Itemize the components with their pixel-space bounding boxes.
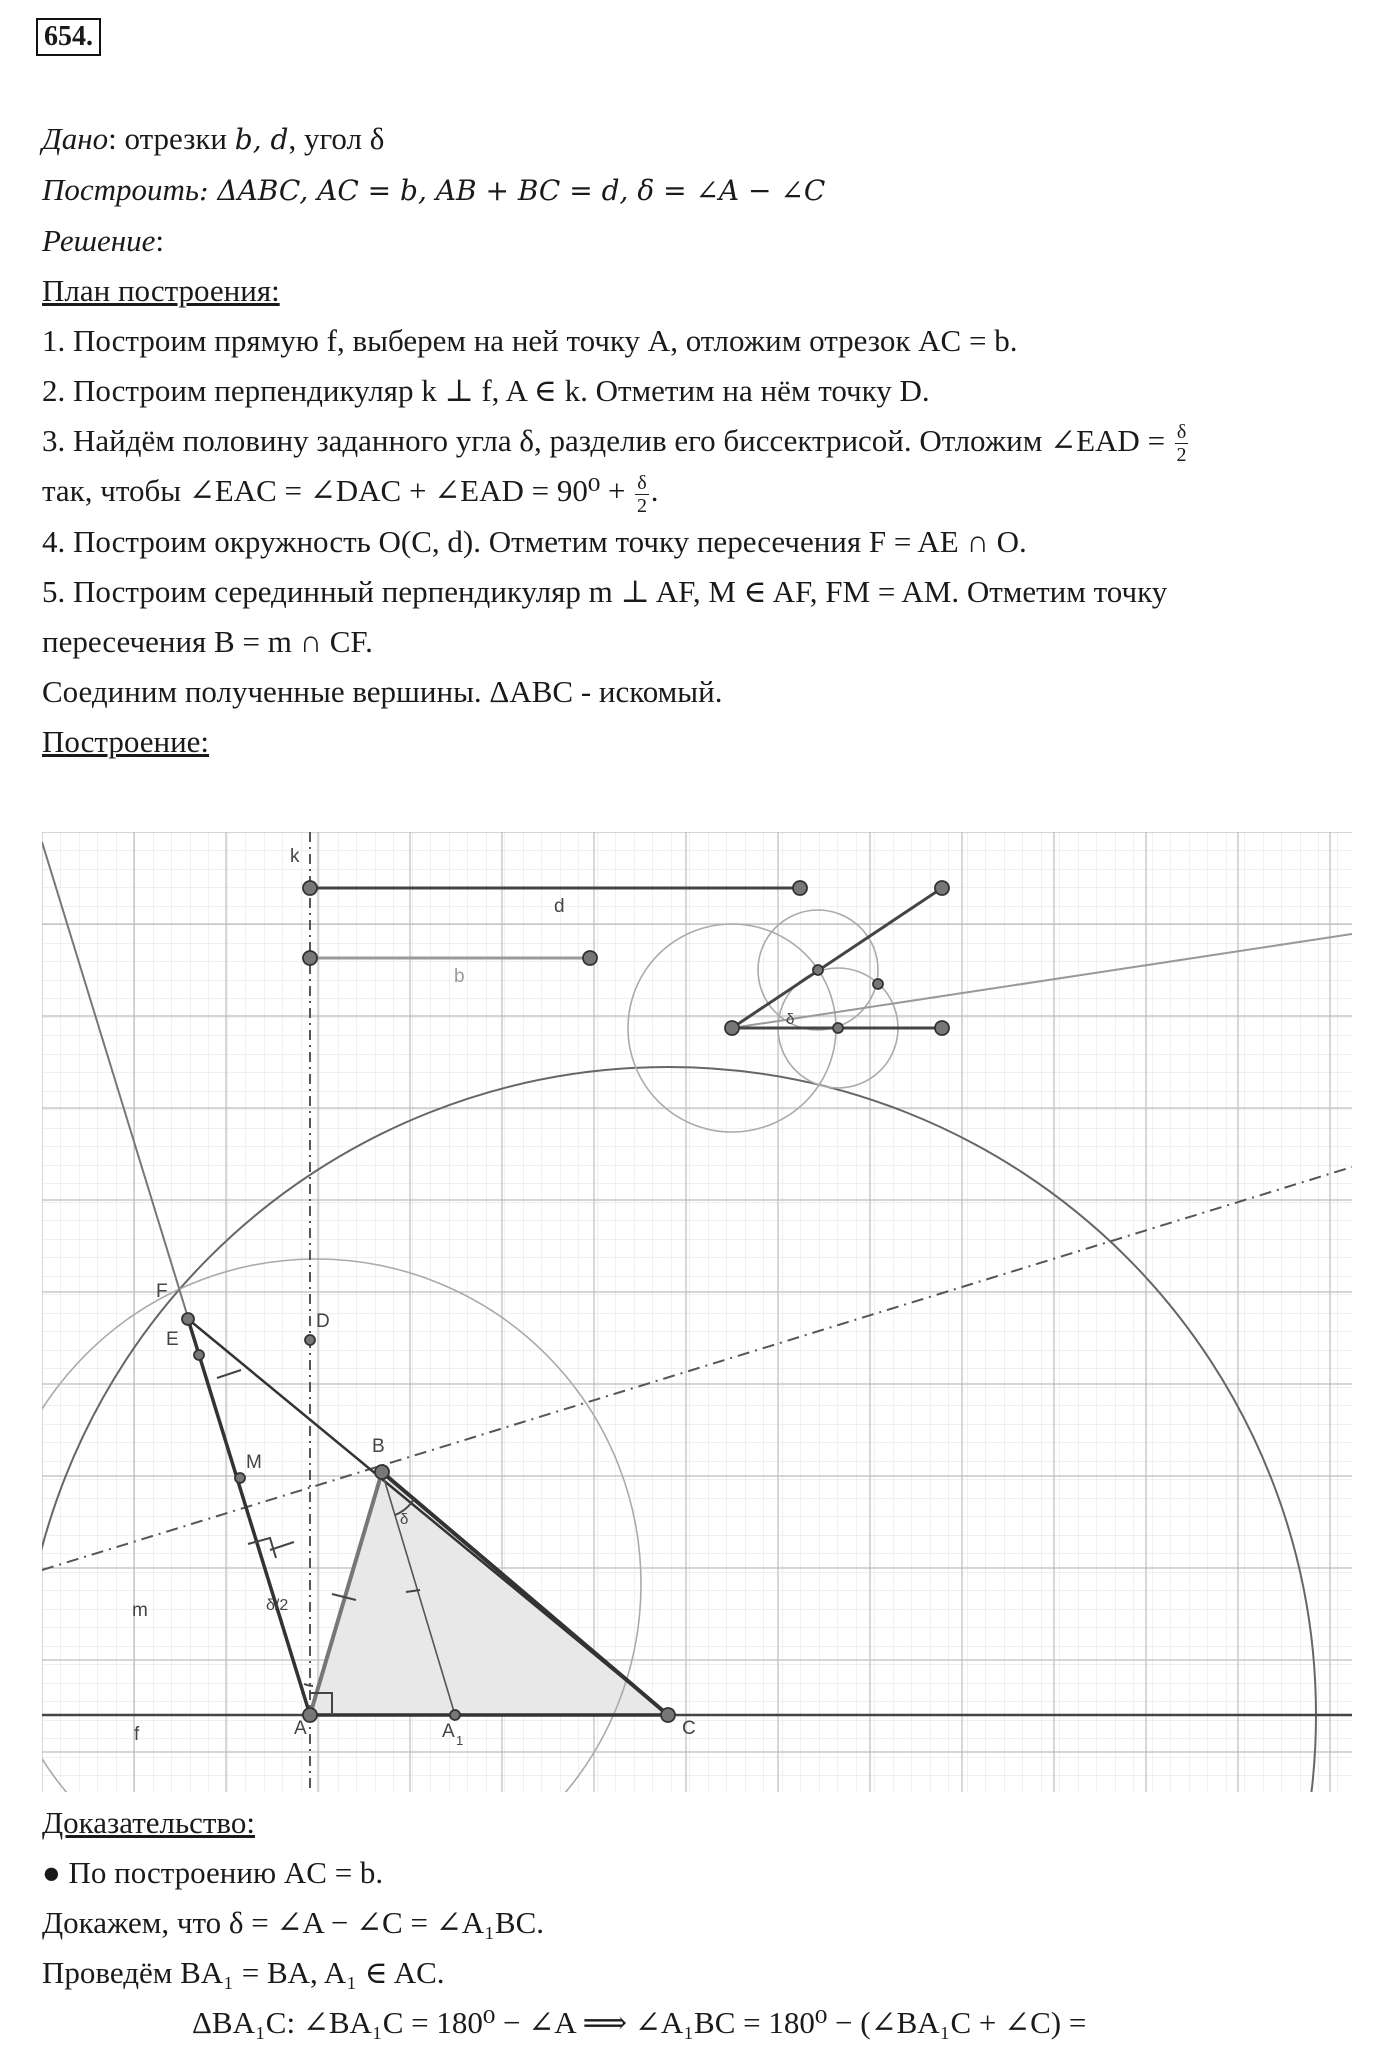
solution-label: Решение	[42, 223, 156, 258]
point-f	[182, 1313, 194, 1325]
label-m-point: M	[246, 1452, 262, 1473]
given-math: b, d	[234, 123, 289, 156]
construction-heading: Построение:	[42, 723, 210, 759]
label-d: d	[554, 896, 565, 917]
join-line: Соединим полученные вершины. ΔABC - искомый.	[42, 673, 723, 709]
plan-step-3b: так, чтобы ∠EAC = ∠DAC + ∠EAD = 90⁰ + $\frac{\delta}{2}$ .	[42, 471, 659, 517]
point-delta-vertex	[725, 1021, 739, 1035]
label-k: k	[290, 846, 300, 867]
point-a1	[450, 1710, 460, 1720]
plan-step-5a: 5. Построим серединный перпендикуляр m ⊥ AF, M ∈ AF, FM = AM. Отметим точку	[42, 573, 1168, 609]
label-a: A	[294, 1718, 307, 1739]
plan-step-1: 1. Построим прямую f, выберем на ней точку A, отложим отрезок AC = b.	[42, 323, 1018, 358]
point-d-start	[303, 881, 317, 895]
label-delta-half: δ/2	[266, 1597, 289, 1614]
step3-text-a: 3. Найдём половину заданного угла δ, разделив его биссектрисой. Отложим ∠EAD =	[42, 423, 1166, 458]
label-c: C	[682, 1718, 696, 1739]
proof-line-4: ΔBA₁C: ∠BA₁C = 180⁰ − ∠A ⟹ ∠A₁BC = 180⁰ − (∠BA₁C + ∠C) =	[192, 2005, 1087, 2040]
solution-text	[42, 114, 1372, 767]
label-delta: δ	[786, 1011, 795, 1028]
label-f-point: F	[156, 1281, 168, 1302]
proof-heading: Доказательство:	[42, 1805, 255, 1840]
plan-step-3a	[42, 416, 1372, 466]
label-a1: A	[442, 1721, 455, 1742]
solution-colon: :	[155, 223, 164, 258]
label-e: E	[166, 1329, 179, 1350]
grid-background	[42, 832, 1352, 1792]
plan-step-4: 4. Построим окружность O(C, d). Отметим точку пересечения F = AE ∩ O.	[42, 523, 1027, 559]
plan-heading: План построения:	[42, 273, 280, 308]
construct-math: : ΔABC, AC = b, AB + BC = d, δ = ∠A − ∠C	[199, 174, 826, 207]
problem-number: 654.	[36, 18, 101, 56]
construction-figure	[42, 832, 1352, 1792]
proof-line-1: ● По построению AC = b.	[42, 1855, 384, 1890]
point-delta-arc-2	[873, 979, 883, 989]
delta-half-fraction: $\frac{\delta}{2}$	[1176, 421, 1187, 467]
point-e	[194, 1350, 204, 1360]
proof-text	[42, 1798, 1372, 2048]
label-b: b	[454, 966, 465, 987]
given-label: Дано	[42, 121, 109, 156]
label-a1-sub: 1	[456, 1733, 464, 1748]
point-d-end	[793, 881, 807, 895]
point-delta-arc-1	[813, 965, 823, 975]
label-d-point: D	[316, 1311, 330, 1332]
point-b-start	[303, 951, 317, 965]
point-b	[375, 1465, 389, 1479]
proof-line-3: Проведём BA₁ = BA, A₁ ∈ AC.	[42, 1955, 445, 1990]
point-delta-arc-3	[833, 1023, 843, 1033]
label-b-point: B	[372, 1436, 385, 1457]
given-tail: , угол δ	[288, 121, 385, 156]
delta-half-fraction-2: $\frac{\delta}{2}$	[637, 471, 647, 517]
given-line	[42, 114, 1372, 165]
point-c	[661, 1708, 675, 1722]
given-rest: : отрезки	[108, 121, 235, 156]
label-delta-small: δ	[400, 1511, 409, 1528]
construct-line	[42, 165, 1372, 216]
proof-line-2: Докажем, что δ = ∠A − ∠C = ∠A₁BC.	[42, 1905, 544, 1940]
solution-line	[42, 216, 1372, 266]
construct-label: Построить	[42, 172, 200, 207]
label-f-line: f	[134, 1724, 140, 1745]
step3-text-b: так, чтобы ∠EAC = ∠DAC + ∠EAD = 90⁰ +	[42, 473, 626, 509]
point-b-end	[583, 951, 597, 965]
label-m-line: m	[132, 1600, 148, 1621]
point-m	[235, 1473, 245, 1483]
plan-step-2: 2. Построим перпендикуляр k ⊥ f, A ∈ k. Отметим на нём точку D.	[42, 373, 930, 408]
plan-step-5b: пересечения B = m ∩ CF.	[42, 623, 373, 659]
point-delta-top	[935, 881, 949, 895]
point-d	[305, 1335, 315, 1345]
point-delta-right	[935, 1021, 949, 1035]
construction-drawing	[42, 832, 1352, 1792]
